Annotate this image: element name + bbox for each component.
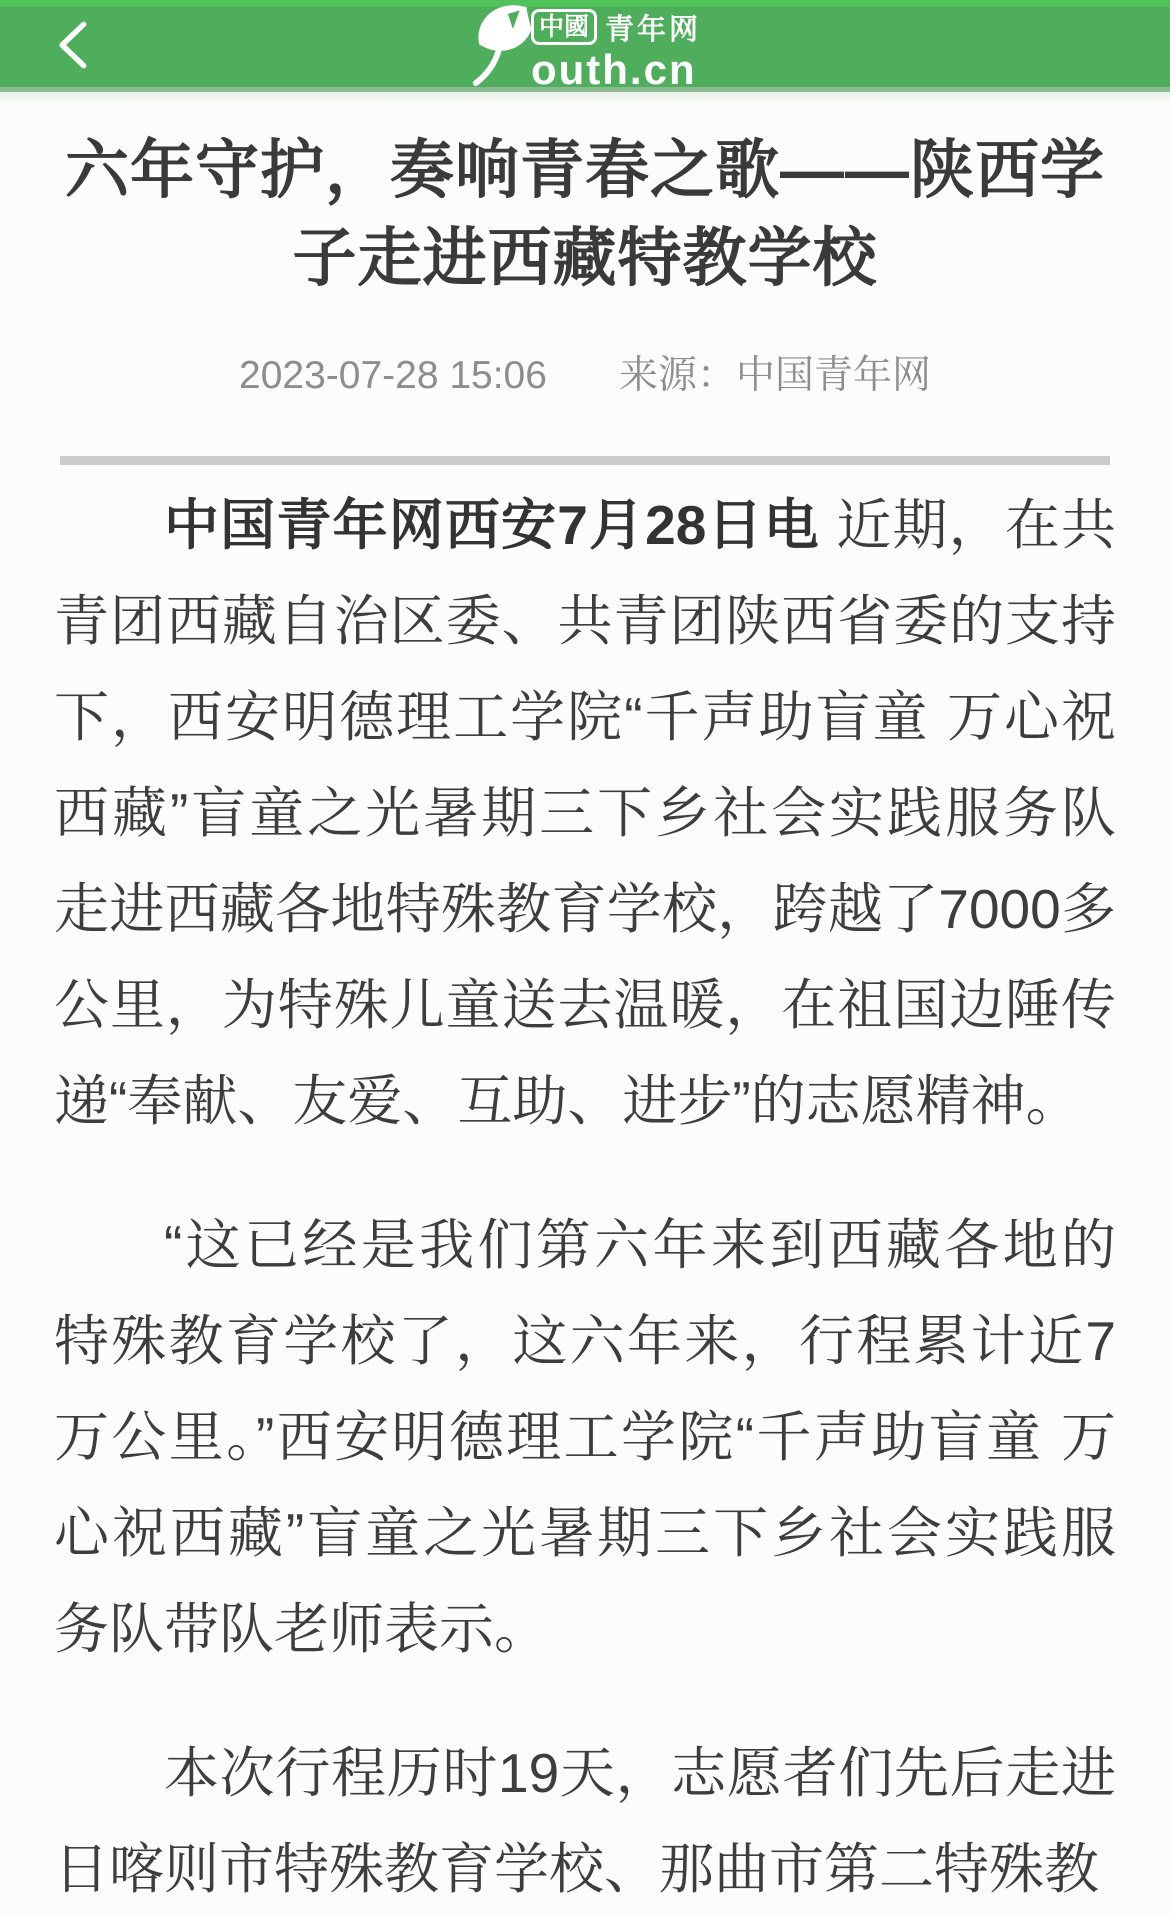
paragraph-lead: 中国青年网西安7月28日电 — [164, 494, 820, 556]
paragraph-text: 近期，在共青团西藏自治区委、共青团陕西省委的支持下，西安明德理工学院“千声助盲童 万心祝西藏”盲童之光暑期三下乡社会实践服务队走进西藏各地特殊教育学校，跨越了7000多公里，为特殊儿童送去温暖，在祖国边陲传递“奉献、友爱、互助、进步”的志愿精神。 — [54, 494, 1116, 1132]
header-bar — [0, 7, 1170, 93]
header-fade — [0, 92, 1170, 104]
paragraph-text: “这已经是我们第六年来到西藏各地的特殊教育学校了，这六年来，行程累计近7万公里。”西安明德理工学院“千声助盲童 万心祝西藏”盲童之光暑期三下乡社会实践服务队带队老师表示。 — [54, 1214, 1116, 1660]
brand-badge: 中國 — [531, 9, 597, 45]
article — [0, 126, 1170, 1917]
divider — [60, 456, 1110, 465]
paragraph-text: 本次行程历时19天，志愿者们先后走进日喀则市特殊教育学校、那曲市第二特殊教 — [54, 1742, 1116, 1900]
back-button[interactable] — [44, 17, 100, 77]
brand-domain: outh.cn — [530, 45, 697, 93]
article-body — [54, 477, 1116, 1917]
article-paragraph — [54, 1197, 1116, 1677]
article-paragraph — [54, 477, 1116, 1149]
article-meta — [54, 344, 1116, 400]
article-paragraph — [54, 1725, 1116, 1917]
brand-text — [531, 7, 701, 92]
article-title: 六年守护，奏响青春之歌——陕西学子走进西藏特教学校 — [65, 134, 1105, 294]
publish-time: 2023-07-28 15:06 — [239, 354, 547, 397]
brand-name: 青年网 — [605, 13, 702, 46]
brand-logo — [469, 1, 701, 94]
app-header — [0, 0, 1170, 104]
article-source: 来源：中国青年网 — [618, 354, 931, 397]
back-chevron-icon — [54, 17, 90, 78]
